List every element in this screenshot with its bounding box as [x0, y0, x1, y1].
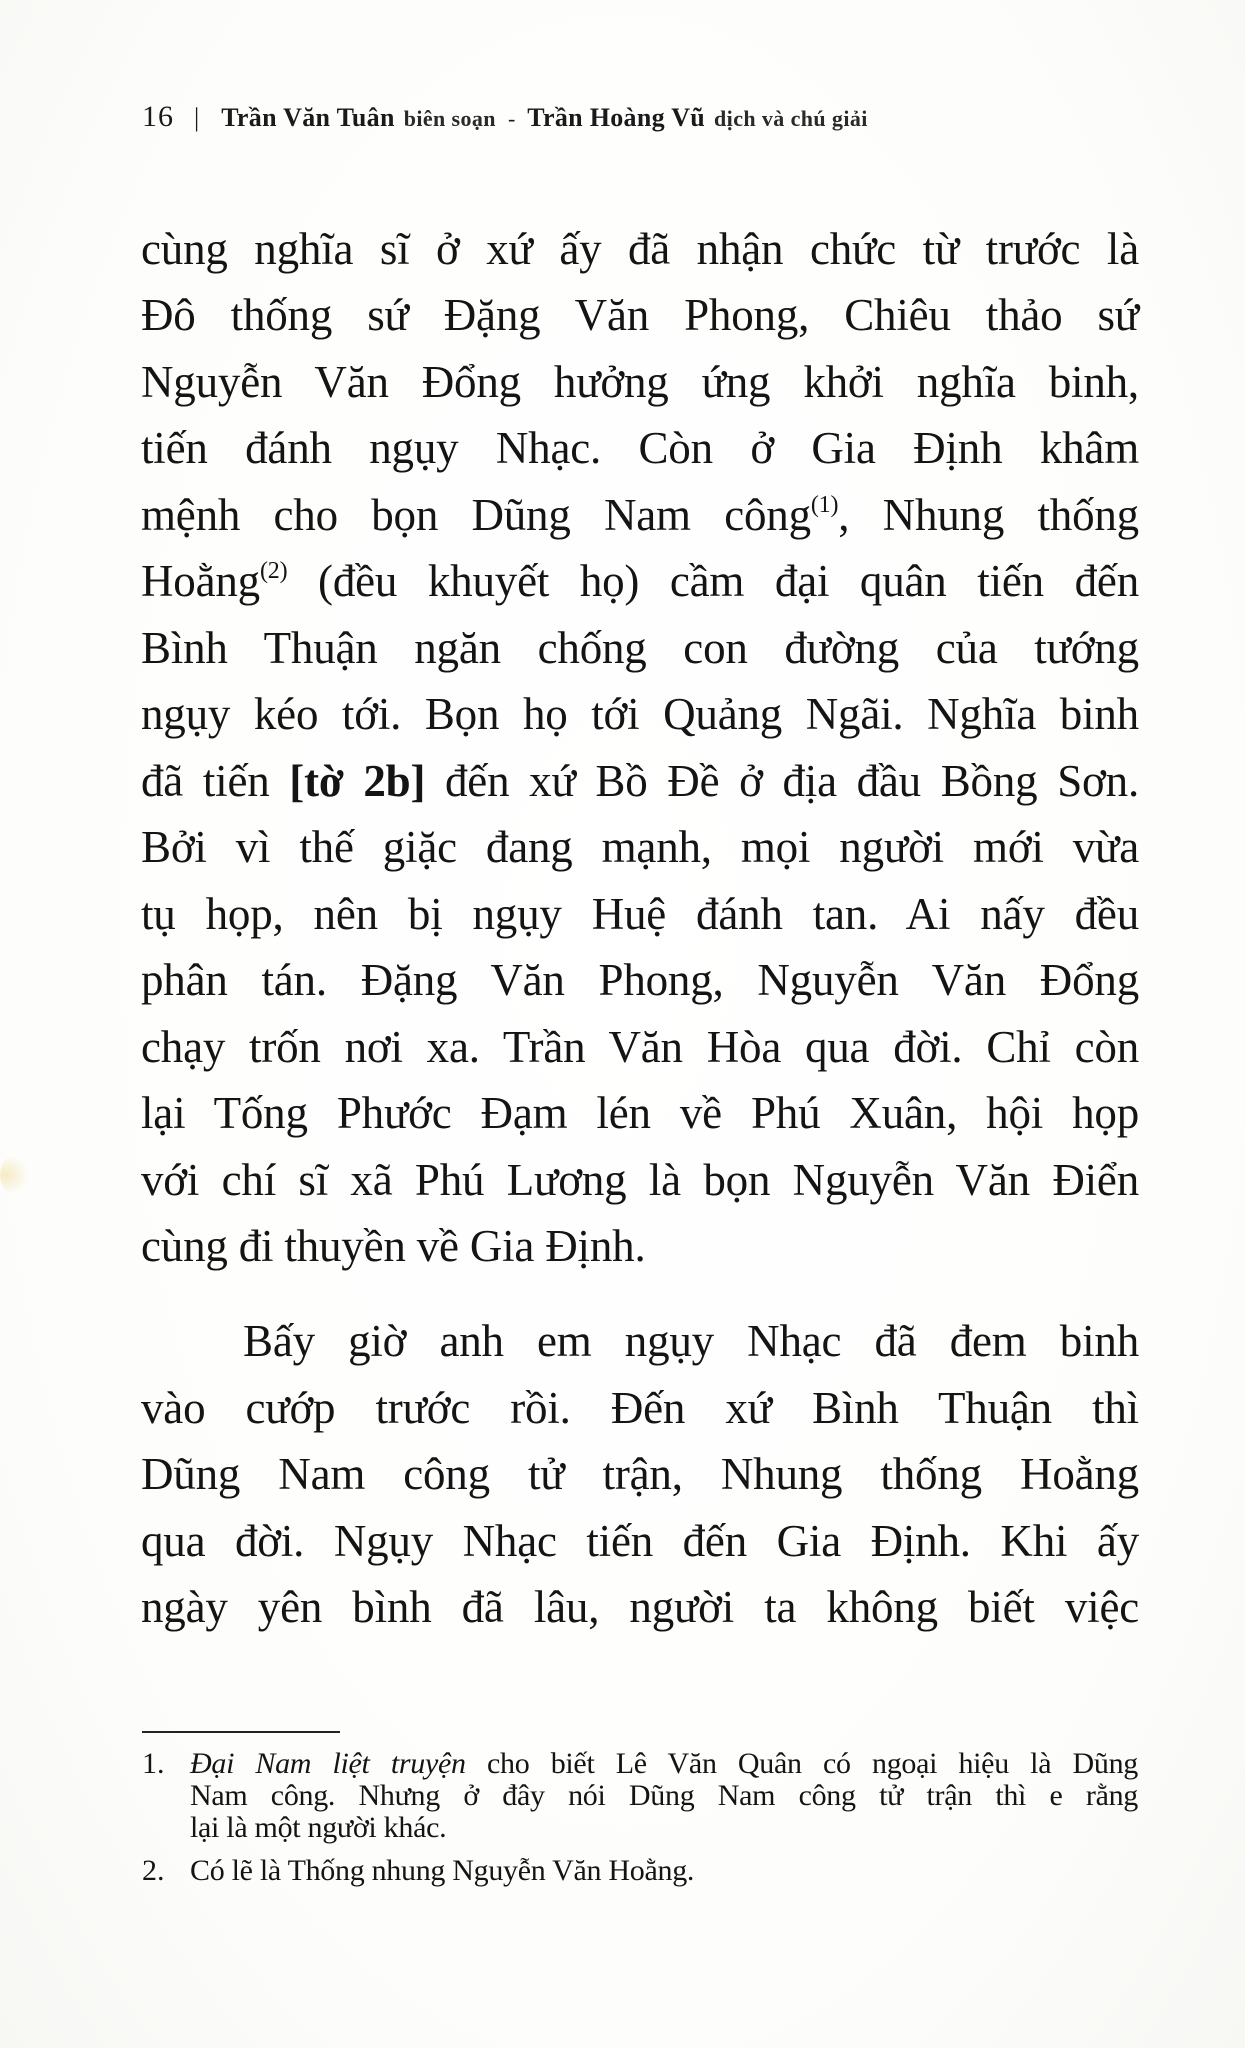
text-line: Bởi vì thế giặc đang mạnh, mọi người mới vừa: [141, 822, 1139, 872]
text-line: cùng nghĩa sĩ ở xứ ấy đã nhận chức từ trước là: [141, 224, 1139, 274]
text-line: với chí sĩ xã Phú Lương là bọn Nguyễn Văn Điển: [141, 1155, 1139, 1205]
folio-marker: [tờ 2b]: [289, 756, 426, 806]
running-header: [142, 100, 868, 136]
text-line: lại Tống Phước Đạm lén về Phú Xuân, hội họp: [141, 1088, 1139, 1138]
text-segment: đến xứ Bồ Đề ở địa đầu Bồng Sơn.: [425, 756, 1139, 806]
text-line: [141, 753, 1139, 809]
footnote-ref-2[interactable]: (2): [259, 558, 288, 584]
author-name: Trần Văn Tuân: [221, 103, 395, 132]
footnote-number: 2.: [142, 1854, 165, 1887]
text-line: tiến đánh ngụy Nhạc. Còn ở Gia Định khâm: [141, 423, 1139, 473]
header-dash: -: [507, 106, 516, 131]
footnote-divider: [142, 1731, 340, 1733]
footnote-line: lại là một người khác.: [190, 1811, 447, 1844]
text-segment: (đều khuyết họ) cầm đại quân tiến đến: [287, 556, 1139, 606]
footnote-ref-1[interactable]: (1): [810, 492, 839, 518]
text-line: tụ họp, nên bị ngụy Huệ đánh tan. Ai nấy đều: [141, 889, 1139, 939]
header-separator: |: [194, 103, 200, 132]
text-segment: đã tiến: [141, 756, 290, 806]
translator-role: dịch và chú giải: [714, 106, 868, 131]
footnote-number: 1.: [142, 1747, 165, 1780]
page-number: 16: [142, 100, 174, 133]
text-line: [141, 487, 1139, 543]
text-line: ngày yên bình đã lâu, người ta không biết việc: [141, 1582, 1139, 1632]
translator-name: Trần Hoàng Vũ: [527, 103, 706, 132]
text-line: Bấy giờ anh em ngụy Nhạc đã đem binh: [243, 1316, 1139, 1366]
text-line: Đô thống sứ Đặng Văn Phong, Chiêu thảo sứ: [141, 290, 1139, 340]
text-line: Bình Thuận ngăn chống con đường của tướng: [141, 623, 1139, 673]
text-line: vào cướp trước rồi. Đến xứ Bình Thuận thì: [141, 1383, 1139, 1433]
text-line: qua đời. Ngụy Nhạc tiến đến Gia Định. Khi ấy: [141, 1516, 1139, 1566]
author-role: biên soạn: [403, 106, 496, 131]
text-segment: Hoằng: [141, 556, 260, 606]
text-line: ngụy kéo tới. Bọn họ tới Quảng Ngãi. Nghĩa binh: [141, 689, 1139, 739]
text-segment: cho biết Lê Văn Quân có ngoại hiệu là Dũng: [465, 1747, 1138, 1780]
footnote-line: Có lẽ là Thống nhung Nguyễn Văn Hoằng.: [190, 1854, 695, 1887]
text-line: [141, 553, 1139, 609]
text-segment: , Nhung thống: [838, 490, 1139, 540]
text-line: chạy trốn nơi xa. Trần Văn Hòa qua đời. Chỉ còn: [141, 1022, 1139, 1072]
page-stain: [0, 1155, 30, 1195]
text-segment: mệnh cho bọn Dũng Nam công: [141, 490, 811, 540]
footnote-source-title: Đại Nam liệt truyện: [190, 1747, 466, 1780]
text-line: Dũng Nam công tử trận, Nhung thống Hoằng: [141, 1449, 1139, 1499]
text-line: phân tán. Đặng Văn Phong, Nguyễn Văn Đổng: [141, 955, 1139, 1005]
footnote-line: Nam công. Nhưng ở đây nói Dũng Nam công tử trận thì e rằng: [190, 1779, 1138, 1812]
footnote-line: [190, 1747, 1138, 1781]
text-line: Nguyễn Văn Đổng hưởng ứng khởi nghĩa binh,: [141, 357, 1139, 407]
text-line: cùng đi thuyền về Gia Định.: [141, 1221, 646, 1271]
